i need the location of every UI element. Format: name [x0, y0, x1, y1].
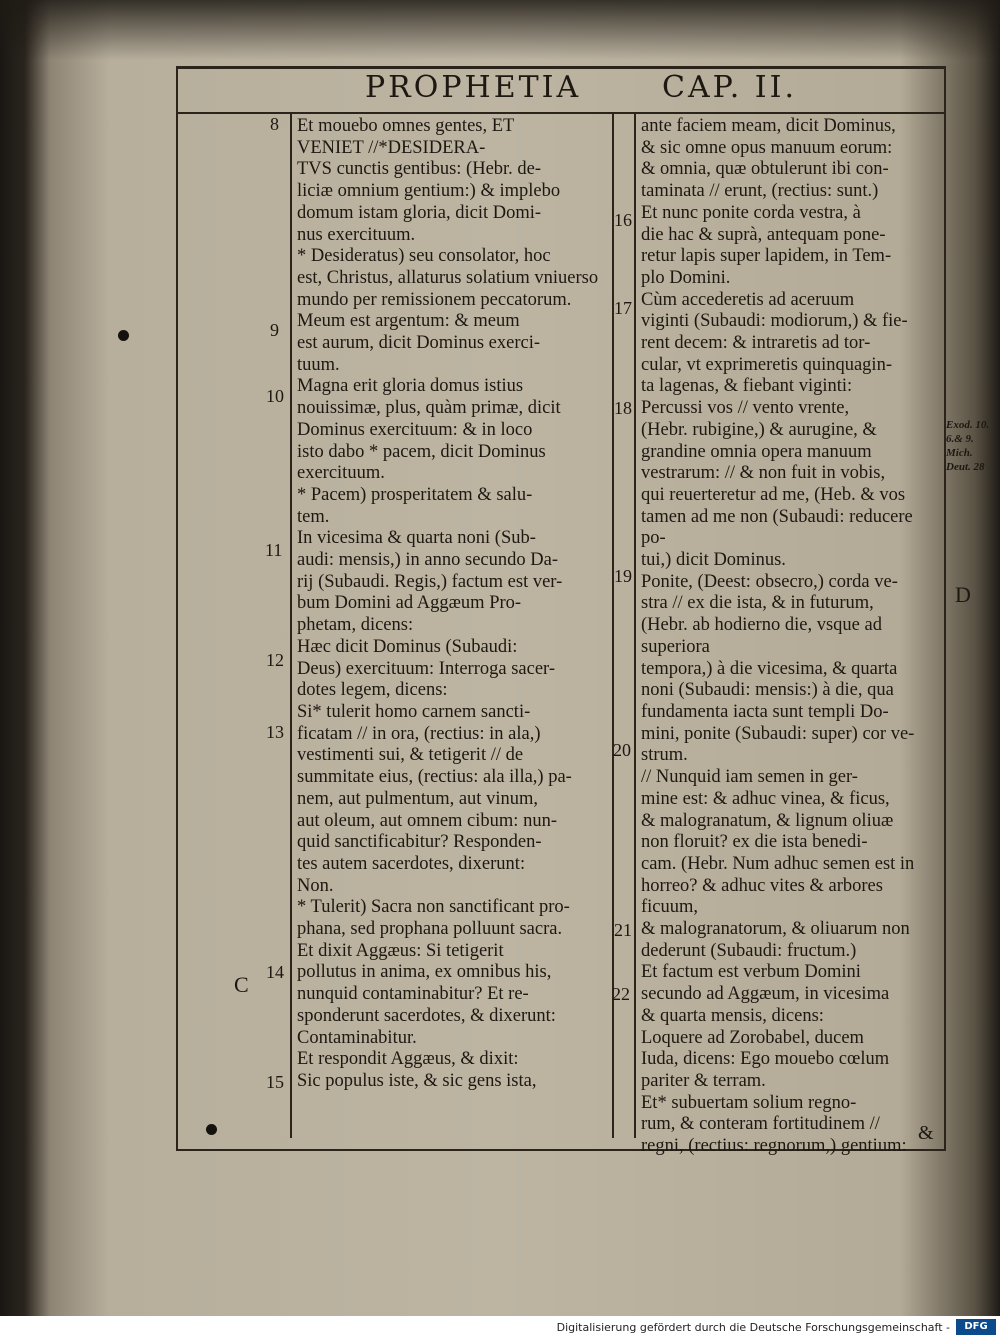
text-line: & sic omne opus manuum eorum: [641, 137, 893, 158]
text-line: Percussi vos // vento vrente, [641, 398, 850, 419]
right-text-column [641, 116, 939, 1158]
text-line: mine est: & adhuc vinea, & ficus, [641, 788, 890, 809]
text-line: est, Christus, allaturus solatium vniuerso [297, 267, 599, 288]
text-line: Non. [297, 875, 334, 896]
text-line: Et factum est verbum Domini [641, 962, 861, 983]
text-line: audi: mensis,) in anno secundo Da- [297, 550, 558, 571]
margin-ref-line: Mich. [946, 447, 973, 459]
text-line: Et nunc ponite corda vestra, à [641, 202, 861, 223]
text-line: exercituum. [297, 463, 385, 484]
running-header [365, 70, 798, 105]
text-line: Ponite, (Deest: obsecro,) corda ve- [641, 571, 898, 592]
text-line: rum, & conteram fortitudinem // [641, 1114, 880, 1135]
text-line: pollutus in anima, ex omnibus his, [297, 962, 552, 983]
funding-note: Digitalisierung gefördert durch die Deutsche Forschungsgemeinschaft - [556, 1321, 950, 1334]
text-line: noni (Subaudi: mensis:) à die, qua [641, 680, 894, 701]
text-line: vestimenti sui, & tetigerit // de [297, 745, 524, 766]
text-line: tes autem sacerdotes, dixerunt: [297, 853, 526, 874]
text-line: mini, ponite (Subaudi: super) cor ve- [641, 723, 915, 744]
text-line: grandine omnia opera manuum [641, 441, 872, 462]
text-line: * Desideratus) seu consolator, hoc [297, 246, 551, 267]
verse-number: 10 [266, 386, 284, 406]
text-line: * Pacem) prosperitatem & salu- [297, 484, 533, 505]
text-line: stra // ex die ista, & in futurum, [641, 593, 874, 614]
text-line: est aurum, dicit Dominus exerci- [297, 333, 541, 354]
text-line: non floruit? ex die ista benedi- [641, 832, 868, 853]
section-letter-left: C [234, 972, 249, 997]
margin-reference [946, 418, 989, 474]
right-number-rule [634, 114, 636, 1138]
left-number-rule [290, 114, 292, 1138]
left-text-column [297, 116, 607, 1093]
text-line: aut oleum, aut omnem cibum: nun- [297, 810, 557, 831]
text-line: fundamenta iacta sunt templi Do- [641, 701, 889, 722]
text-line: dederunt (Subaudi: fructum.) [641, 940, 857, 961]
text-line: nem, aut pulmentum, aut vinum, [297, 788, 538, 809]
text-line: dotes legem, dicens: [297, 680, 448, 701]
dfg-logo: DFG [956, 1319, 996, 1335]
text-line: viginti (Subaudi: modiorum,) & fie- [641, 311, 908, 332]
text-line: isto dabo * pacem, dicit Dominus [297, 441, 546, 462]
text-line: tempora,) à die vicesima, & quarta [641, 658, 898, 679]
verse-number: 21 [614, 920, 632, 940]
text-line: (Hebr. ab hodierno die, vsque ad superiora [641, 615, 882, 657]
text-line: tamen ad me non (Subaudi: reducere po- [641, 506, 913, 549]
verse-number: 11 [265, 540, 283, 560]
margin-ref-line: Deut. 28 [946, 461, 985, 473]
text-line: tuum. [297, 354, 340, 375]
header-chapter: CAP. II. [662, 70, 798, 105]
text-line: VENIET //*DESIDERA- [297, 137, 486, 158]
text-line: sponderunt sacerdotes, & dixerunt: [297, 1005, 556, 1026]
text-line: & quarta mensis, dicens: [641, 1005, 824, 1026]
text-line: phetam, dicens: [297, 615, 414, 636]
text-line: secundo ad Aggæum, in vicesima [641, 984, 890, 1005]
text-line: Iuda, dicens: Ego mouebo cœlum [641, 1049, 890, 1070]
header-title: PROPHETIA [365, 70, 582, 105]
text-line: Et mouebo omnes gentes, ET [297, 116, 515, 136]
verse-number: 12 [266, 650, 284, 670]
text-line: strum. [641, 745, 688, 766]
verse-number: 14 [266, 962, 284, 982]
text-line: cam. (Hebr. Num adhuc semen est in [641, 853, 915, 874]
text-line: pariter & terram. [641, 1070, 766, 1091]
text-line: * Tulerit) Sacra non sanctificant pro- [297, 897, 570, 918]
verse-number: 8 [270, 114, 279, 134]
text-line: phana, sed prophana polluunt sacra. [297, 919, 563, 940]
text-line: Magna erit gloria domus istius [297, 376, 524, 397]
text-line: mundo per remissionem peccatorum. [297, 289, 572, 310]
text-line: quid sanctificabitur? Responden- [297, 832, 542, 853]
text-line: vestrarum: // & non fuit in vobis, [641, 463, 886, 484]
text-line: rent decem: & intraretis ad tor- [641, 333, 871, 354]
text-line: Meum est argentum: & meum [297, 311, 520, 332]
verse-number: 22 [612, 984, 630, 1004]
text-line: summitate eius, (rectius: ala illa,) pa- [297, 767, 572, 788]
verse-number: 17 [614, 298, 632, 318]
ink-dot [118, 330, 129, 341]
verse-number: 9 [270, 320, 279, 340]
text-line: Contaminabitur. [297, 1027, 417, 1048]
text-line: ficatam // in ora, (rectius: in ala,) [297, 723, 541, 744]
text-line: Et* subuertam solium regno- [641, 1092, 857, 1113]
text-line: rij (Subaudi. Regis,) factum est ver- [297, 571, 563, 592]
text-line: bum Domini ad Aggæum Pro- [297, 593, 522, 614]
text-line: regni, (rectius: regnorum,) gentium: [641, 1136, 907, 1157]
text-line: taminata // erunt, (rectius: sunt.) [641, 181, 879, 202]
text-line: nus exercituum. [297, 224, 416, 245]
margin-ref-line: 6.& 9. [946, 433, 974, 445]
text-line: die hac & suprà, antequam ponе- [641, 224, 886, 245]
text-line: nunquid contaminabitur? Et re- [297, 984, 529, 1005]
text-line: qui reuerteretur ad me, (Heb. & vos [641, 484, 906, 505]
verse-number: 15 [266, 1072, 284, 1092]
text-line: & malogranatorum, & oliuarum non [641, 919, 910, 940]
text-line: horreo? & adhuc vites & arbores ficuum, [641, 875, 883, 918]
section-letter-right: D [955, 582, 971, 607]
margin-ref-line: Exod. 10. [946, 419, 990, 431]
text-line: domum istam gloria, dicit Domi- [297, 202, 542, 223]
text-line: Si* tulerit homo carnem sancti- [297, 701, 531, 722]
verse-number: 19 [614, 566, 632, 586]
text-line: In vicesima & quarta noni (Sub- [297, 528, 536, 549]
text-line: // Nunquid iam semen in ger- [641, 767, 858, 788]
page-shadow [0, 0, 1000, 60]
text-line: Loquere ad Zorobabel, ducem [641, 1027, 864, 1048]
text-line: ante faciem meam, dicit Dominus, [641, 116, 896, 136]
verse-number: 16 [614, 210, 632, 230]
text-line: Cùm accederetis ad aceruum [641, 289, 855, 310]
text-line: liciæ omnium gentium:) & implebo [297, 181, 561, 202]
text-line: Deus) exercituum: Interroga sacer- [297, 658, 555, 679]
text-line: Dominus exercituum: & in loco [297, 419, 533, 440]
text-line: ta lagenas, & fiebant viginti: [641, 376, 853, 397]
text-line: Et respondit Aggæus, & dixit: [297, 1049, 519, 1070]
text-line: tui,) dicit Dominus. [641, 550, 786, 571]
text-line: cular, vt exprimeretis quinquagin- [641, 354, 892, 375]
ink-dot [206, 1124, 217, 1135]
text-line: nouissimæ, plus, quàm primæ, dicit [297, 398, 561, 419]
text-line: tem. [297, 506, 330, 527]
text-line: (Hebr. rubigine,) & aurugine, & [641, 419, 877, 440]
text-line: TVS cunctis gentibus: (Hebr. de- [297, 159, 542, 180]
text-line: & omnia, quæ obtulerunt ibi con- [641, 159, 889, 180]
text-line: & malogranatum, & lignum oliuæ [641, 810, 894, 831]
text-line: Hæc dicit Dominus (Subaudi: [297, 636, 518, 657]
text-line: Et dixit Aggæus: Si tetigerit [297, 940, 504, 961]
verse-number: 13 [266, 722, 284, 742]
catchword: & [918, 1122, 934, 1144]
text-line: retur lapis super lapidem, in Tem- [641, 246, 892, 267]
text-line: Sic populus iste, & sic gens ista, [297, 1070, 537, 1091]
verse-number: 18 [614, 398, 632, 418]
verse-number: 20 [613, 740, 631, 760]
text-line: plo Domini. [641, 267, 731, 288]
